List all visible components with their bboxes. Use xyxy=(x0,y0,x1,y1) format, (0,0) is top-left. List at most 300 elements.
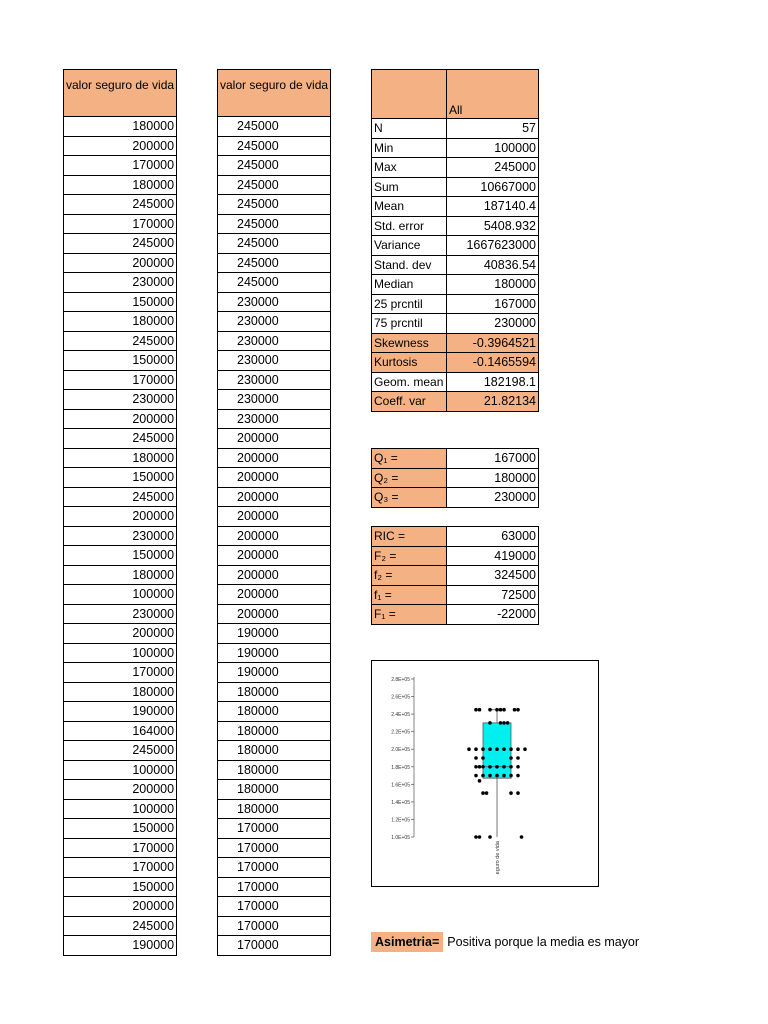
value-cell[interactable]: 245000 xyxy=(64,487,177,507)
stats-row xyxy=(372,392,539,412)
table-row xyxy=(64,643,177,663)
value-cell[interactable]: 180000 xyxy=(64,682,177,702)
data-point xyxy=(488,708,492,712)
stat-label[interactable]: 25 prcntil xyxy=(372,294,447,314)
table-row xyxy=(64,273,177,293)
data-point xyxy=(488,774,492,778)
table-row xyxy=(218,136,331,156)
value-cell[interactable]: 245000 xyxy=(218,234,331,254)
stat-label[interactable]: F₁ = xyxy=(372,605,447,625)
table-row xyxy=(218,292,331,312)
stat-value[interactable]: 182198.1 xyxy=(447,372,539,392)
stats-row xyxy=(372,119,539,139)
value-cell[interactable]: 200000 xyxy=(218,487,331,507)
data-point xyxy=(495,765,499,769)
x-axis-label: eguro de vida xyxy=(495,841,501,875)
table-row xyxy=(218,799,331,819)
value-cell[interactable]: 200000 xyxy=(218,546,331,566)
stat-value[interactable]: 419000 xyxy=(447,546,539,566)
value-cell[interactable]: 170000 xyxy=(64,838,177,858)
data-point xyxy=(516,774,520,778)
value-cell[interactable]: 164000 xyxy=(64,721,177,741)
table-row xyxy=(218,585,331,605)
stat-row xyxy=(372,468,539,488)
value-cell[interactable]: 245000 xyxy=(218,273,331,293)
table-row xyxy=(218,507,331,527)
value-cell[interactable]: 200000 xyxy=(64,780,177,800)
table-row xyxy=(218,195,331,215)
table-row xyxy=(218,702,331,722)
boxplot-svg xyxy=(372,661,598,886)
table-row xyxy=(218,819,331,839)
value-cell[interactable]: 150000 xyxy=(64,292,177,312)
table-row xyxy=(218,351,331,371)
table-row xyxy=(218,312,331,332)
asimetria-text[interactable]: Positiva porque la media es mayor xyxy=(447,935,640,949)
value-cell[interactable]: 170000 xyxy=(64,156,177,176)
value-cell[interactable]: 150000 xyxy=(64,877,177,897)
table-row xyxy=(64,546,177,566)
data-point xyxy=(481,747,485,751)
stat-row xyxy=(372,566,539,586)
table-row xyxy=(218,370,331,390)
table-row xyxy=(218,156,331,176)
stats-table xyxy=(371,69,539,412)
stats-row xyxy=(372,372,539,392)
value-cell[interactable]: 230000 xyxy=(218,331,331,351)
stat-value[interactable]: -0.3964521 xyxy=(447,333,539,353)
data-point xyxy=(495,708,499,712)
stats-header-all[interactable]: All xyxy=(447,70,539,119)
table-row xyxy=(218,253,331,273)
table-row xyxy=(64,253,177,273)
stats-row xyxy=(372,294,539,314)
table-row xyxy=(218,526,331,546)
value-cell[interactable]: 150000 xyxy=(64,468,177,488)
value-cell[interactable]: 170000 xyxy=(218,877,331,897)
stat-label[interactable]: Sum xyxy=(372,177,447,197)
data-point xyxy=(474,835,478,839)
value-cell[interactable]: 170000 xyxy=(218,897,331,917)
value-cell[interactable]: 200000 xyxy=(64,409,177,429)
stat-label[interactable]: Stand. dev xyxy=(372,255,447,275)
value-cell[interactable]: 245000 xyxy=(218,156,331,176)
stat-value[interactable]: 230000 xyxy=(447,488,539,508)
value-cell[interactable]: 245000 xyxy=(64,429,177,449)
stat-label[interactable]: 75 prcntil xyxy=(372,314,447,334)
table-row xyxy=(64,799,177,819)
y-tick-label: 2.6E+05 xyxy=(391,694,410,701)
stat-value[interactable]: 230000 xyxy=(447,314,539,334)
stat-label[interactable]: Median xyxy=(372,275,447,295)
stats-row xyxy=(372,333,539,353)
stat-label[interactable]: Skewness xyxy=(372,333,447,353)
stat-label[interactable]: N xyxy=(372,119,447,139)
value-cell[interactable]: 100000 xyxy=(64,760,177,780)
table-row xyxy=(218,838,331,858)
table-row xyxy=(218,234,331,254)
value-cell[interactable]: 200000 xyxy=(218,448,331,468)
table-row xyxy=(218,565,331,585)
y-tick-label: 1.4E+05 xyxy=(391,799,410,806)
value-cell[interactable]: 230000 xyxy=(64,526,177,546)
table-row xyxy=(218,721,331,741)
value-cell[interactable]: 230000 xyxy=(218,312,331,332)
table-row xyxy=(64,136,177,156)
table-row xyxy=(64,663,177,683)
stat-value[interactable]: 57 xyxy=(447,119,539,139)
value-cell[interactable]: 180000 xyxy=(64,565,177,585)
stats-row xyxy=(372,314,539,334)
data-point xyxy=(485,791,489,795)
data-point xyxy=(495,774,499,778)
value-cell[interactable]: 245000 xyxy=(218,214,331,234)
value-cell[interactable]: 190000 xyxy=(218,643,331,663)
stat-row xyxy=(372,527,539,547)
table-row xyxy=(64,565,177,585)
value-cell[interactable]: 245000 xyxy=(218,117,331,137)
table-row xyxy=(64,468,177,488)
stat-row xyxy=(372,449,539,469)
value-cell[interactable]: 100000 xyxy=(64,585,177,605)
value-cell[interactable]: 190000 xyxy=(218,624,331,644)
value-cell[interactable]: 180000 xyxy=(64,117,177,137)
value-cell[interactable]: 245000 xyxy=(64,916,177,936)
table-row xyxy=(64,936,177,956)
stat-value[interactable]: -0.1465594 xyxy=(447,353,539,373)
table-row xyxy=(64,117,177,137)
table-row xyxy=(64,487,177,507)
value-cell[interactable]: 170000 xyxy=(218,858,331,878)
stats-row xyxy=(372,158,539,178)
table-row xyxy=(64,741,177,761)
value-cell[interactable]: 150000 xyxy=(64,546,177,566)
value-cell[interactable]: 230000 xyxy=(218,390,331,410)
value-cell[interactable]: 200000 xyxy=(64,253,177,273)
value-cell[interactable]: 170000 xyxy=(218,936,331,956)
quartiles-table xyxy=(371,448,539,508)
value-cell[interactable]: 150000 xyxy=(64,351,177,371)
table-row xyxy=(64,858,177,878)
value-cell[interactable]: 245000 xyxy=(64,331,177,351)
stat-label[interactable]: Max xyxy=(372,158,447,178)
data-point xyxy=(516,791,520,795)
y-tick-label: 1.0E+05 xyxy=(391,835,410,841)
table-row xyxy=(218,448,331,468)
stats-row xyxy=(372,177,539,197)
table-row xyxy=(64,760,177,780)
table-row xyxy=(64,838,177,858)
y-tick-label: 1.2E+05 xyxy=(391,817,410,824)
value-cell[interactable]: 200000 xyxy=(218,468,331,488)
stat-value[interactable]: 180000 xyxy=(447,468,539,488)
data-point xyxy=(478,708,482,712)
data-point xyxy=(502,747,506,751)
column-1-header[interactable]: valor seguro de vida xyxy=(64,70,177,117)
stat-label[interactable]: Q₃ = xyxy=(372,488,447,508)
stats-row xyxy=(372,216,539,236)
stats-row xyxy=(372,197,539,217)
table-row xyxy=(218,897,331,917)
value-cell[interactable]: 150000 xyxy=(64,819,177,839)
table-row xyxy=(64,448,177,468)
y-tick-label: 2.8E+05 xyxy=(391,677,410,683)
y-tick-label: 1.6E+05 xyxy=(391,782,410,789)
stat-value[interactable]: 167000 xyxy=(447,449,539,469)
stat-value[interactable]: 10667000 xyxy=(447,177,539,197)
value-cell[interactable]: 170000 xyxy=(218,838,331,858)
stats-row xyxy=(372,138,539,158)
boxplot-chart[interactable] xyxy=(371,660,599,887)
value-cell[interactable]: 230000 xyxy=(218,351,331,371)
value-cell[interactable]: 245000 xyxy=(218,195,331,215)
data-point xyxy=(474,756,478,760)
value-cell[interactable]: 200000 xyxy=(64,507,177,527)
stats-header-blank[interactable] xyxy=(372,70,447,119)
data-point xyxy=(509,791,513,795)
data-point xyxy=(481,765,485,769)
value-cell[interactable]: 180000 xyxy=(218,741,331,761)
stat-row xyxy=(372,605,539,625)
table-row xyxy=(64,819,177,839)
table-row xyxy=(64,292,177,312)
stat-label[interactable]: Q₁ = xyxy=(372,449,447,469)
value-cell[interactable]: 170000 xyxy=(64,663,177,683)
table-row xyxy=(64,624,177,644)
stat-value[interactable]: 72500 xyxy=(447,585,539,605)
stat-value[interactable]: 167000 xyxy=(447,294,539,314)
value-cell[interactable]: 200000 xyxy=(64,624,177,644)
data-point xyxy=(502,721,506,725)
table-row xyxy=(218,117,331,137)
data-point xyxy=(467,747,471,751)
table-row xyxy=(218,273,331,293)
stat-value[interactable]: 5408.932 xyxy=(447,216,539,236)
data-point xyxy=(499,721,503,725)
table-row xyxy=(64,780,177,800)
stat-value[interactable]: 100000 xyxy=(447,138,539,158)
table-row xyxy=(64,682,177,702)
value-cell[interactable]: 100000 xyxy=(64,643,177,663)
value-cell[interactable]: 170000 xyxy=(64,370,177,390)
stat-label[interactable]: F₂ = xyxy=(372,546,447,566)
value-cell[interactable]: 180000 xyxy=(218,702,331,722)
value-cell[interactable]: 200000 xyxy=(218,604,331,624)
table-row xyxy=(218,780,331,800)
value-cell[interactable]: 200000 xyxy=(218,429,331,449)
ric-table xyxy=(371,526,539,625)
data-point xyxy=(513,708,517,712)
value-cell[interactable]: 170000 xyxy=(218,916,331,936)
value-cell[interactable]: 170000 xyxy=(218,819,331,839)
value-cell[interactable]: 245000 xyxy=(218,136,331,156)
stat-value[interactable]: 21.82134 xyxy=(447,392,539,412)
stat-label[interactable]: Mean xyxy=(372,197,447,217)
table-row xyxy=(64,175,177,195)
y-tick-label: 2.4E+05 xyxy=(391,712,410,719)
value-cell[interactable]: 190000 xyxy=(218,663,331,683)
data-point xyxy=(481,774,485,778)
data-point xyxy=(478,779,482,783)
value-cell[interactable]: 200000 xyxy=(218,507,331,527)
value-cell[interactable]: 200000 xyxy=(218,565,331,585)
stat-label[interactable]: f₂ = xyxy=(372,566,447,586)
table-row xyxy=(218,741,331,761)
data-point xyxy=(474,747,478,751)
value-cell[interactable]: 200000 xyxy=(218,526,331,546)
value-cell[interactable]: 180000 xyxy=(218,682,331,702)
stat-label[interactable]: Variance xyxy=(372,236,447,256)
data-point xyxy=(523,747,527,751)
table-row xyxy=(218,546,331,566)
table-row xyxy=(64,214,177,234)
table-row xyxy=(64,702,177,722)
stats-row xyxy=(372,275,539,295)
stat-row xyxy=(372,488,539,508)
stat-label[interactable]: Std. error xyxy=(372,216,447,236)
value-cell[interactable]: 200000 xyxy=(64,136,177,156)
data-point xyxy=(499,708,503,712)
value-cell[interactable]: 230000 xyxy=(218,409,331,429)
table-row xyxy=(64,877,177,897)
stat-value[interactable]: 63000 xyxy=(447,527,539,547)
stat-label[interactable]: Geom. mean xyxy=(372,372,447,392)
stat-label[interactable]: Q₂ = xyxy=(372,468,447,488)
stat-label[interactable]: Coeff. var xyxy=(372,392,447,412)
value-cell[interactable]: 245000 xyxy=(64,195,177,215)
value-cell[interactable]: 180000 xyxy=(218,721,331,741)
table-row xyxy=(64,370,177,390)
value-cell[interactable]: 245000 xyxy=(64,741,177,761)
stat-label[interactable]: Kurtosis xyxy=(372,353,447,373)
value-cell[interactable]: 200000 xyxy=(218,585,331,605)
stat-row xyxy=(372,585,539,605)
table-row xyxy=(218,175,331,195)
table-row xyxy=(218,487,331,507)
table-row xyxy=(218,663,331,683)
value-cell[interactable]: 230000 xyxy=(218,292,331,312)
y-tick-label: 2.2E+05 xyxy=(391,729,410,736)
data-point xyxy=(481,756,485,760)
value-cell[interactable]: 245000 xyxy=(218,253,331,273)
table-row xyxy=(218,409,331,429)
data-point xyxy=(474,774,478,778)
stats-row xyxy=(372,236,539,256)
data-point xyxy=(474,765,478,769)
value-column-2 xyxy=(217,69,331,956)
asimetria-note xyxy=(371,932,639,952)
value-cell[interactable]: 245000 xyxy=(64,234,177,254)
data-point xyxy=(502,774,506,778)
stat-label[interactable]: f₁ = xyxy=(372,585,447,605)
table-row xyxy=(218,214,331,234)
table-row xyxy=(218,643,331,663)
ric-table-viewport xyxy=(371,526,541,622)
stat-value[interactable]: 180000 xyxy=(447,275,539,295)
value-cell[interactable]: 180000 xyxy=(218,780,331,800)
table-row xyxy=(64,312,177,332)
table-row xyxy=(64,721,177,741)
value-cell[interactable]: 200000 xyxy=(64,897,177,917)
value-cell[interactable]: 180000 xyxy=(64,312,177,332)
data-point xyxy=(516,765,520,769)
y-tick-label: 1.8E+05 xyxy=(391,764,410,771)
data-point xyxy=(509,756,513,760)
table-row xyxy=(218,390,331,410)
data-point xyxy=(495,747,499,751)
data-point xyxy=(506,721,510,725)
value-cell[interactable]: 180000 xyxy=(64,448,177,468)
table-row xyxy=(64,390,177,410)
data-point xyxy=(509,765,513,769)
value-cell[interactable]: 180000 xyxy=(218,760,331,780)
data-point xyxy=(481,791,485,795)
stat-value[interactable]: 245000 xyxy=(447,158,539,178)
value-cell[interactable]: 170000 xyxy=(64,214,177,234)
y-tick-label: 2.0E+05 xyxy=(391,747,410,754)
data-point xyxy=(516,708,520,712)
data-point xyxy=(509,774,513,778)
stats-row xyxy=(372,255,539,275)
value-cell[interactable]: 245000 xyxy=(218,175,331,195)
column-2-header[interactable]: valor seguro de vida xyxy=(218,70,331,117)
data-point xyxy=(516,756,520,760)
table-row xyxy=(64,526,177,546)
stat-value[interactable]: 187140.4 xyxy=(447,197,539,217)
stat-value[interactable]: 1667623000 xyxy=(447,236,539,256)
value-cell[interactable]: 180000 xyxy=(64,175,177,195)
value-cell[interactable]: 170000 xyxy=(64,858,177,878)
data-point xyxy=(502,708,506,712)
table-row xyxy=(218,682,331,702)
table-row xyxy=(218,331,331,351)
table-row xyxy=(64,604,177,624)
value-cell[interactable]: 100000 xyxy=(64,799,177,819)
value-cell[interactable]: 230000 xyxy=(64,604,177,624)
table-row xyxy=(218,604,331,624)
stat-label[interactable]: RIC = xyxy=(372,527,447,547)
value-cell[interactable]: 180000 xyxy=(218,799,331,819)
data-point xyxy=(478,765,482,769)
value-cell[interactable]: 190000 xyxy=(64,936,177,956)
stat-label[interactable]: Min xyxy=(372,138,447,158)
asimetria-label[interactable]: Asimetria= xyxy=(371,932,443,952)
data-point xyxy=(474,708,478,712)
data-point xyxy=(478,835,482,839)
stat-value[interactable]: 40836.54 xyxy=(447,255,539,275)
data-point xyxy=(516,747,520,751)
value-cell[interactable]: 230000 xyxy=(218,370,331,390)
value-cell[interactable]: 190000 xyxy=(64,702,177,722)
stats-row xyxy=(372,353,539,373)
table-row xyxy=(64,156,177,176)
data-point xyxy=(488,721,492,725)
stat-value[interactable]: -22000 xyxy=(447,605,539,625)
table-row xyxy=(64,897,177,917)
table-row xyxy=(64,409,177,429)
table-row xyxy=(64,195,177,215)
table-row xyxy=(218,468,331,488)
data-point xyxy=(502,765,506,769)
table-row xyxy=(218,877,331,897)
stat-value[interactable]: 324500 xyxy=(447,566,539,586)
value-cell[interactable]: 230000 xyxy=(64,390,177,410)
value-cell[interactable]: 230000 xyxy=(64,273,177,293)
table-row xyxy=(218,429,331,449)
table-row xyxy=(64,351,177,371)
stat-row xyxy=(372,546,539,566)
table-row xyxy=(218,936,331,956)
